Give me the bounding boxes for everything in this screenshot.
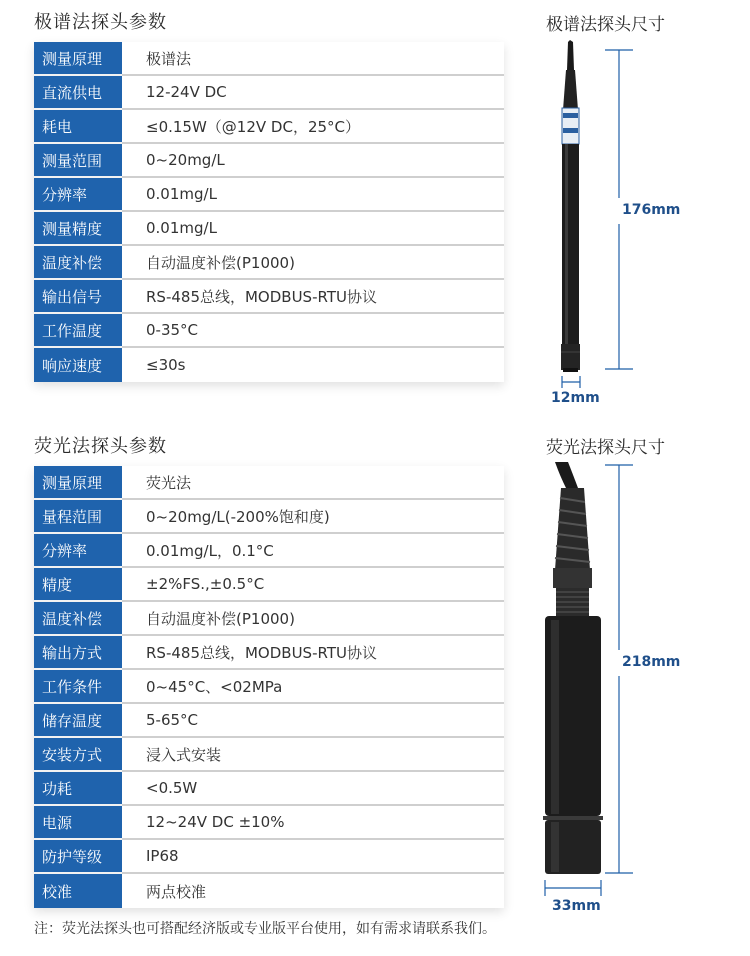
polarographic-spec-value: 0~20mg/L bbox=[122, 144, 504, 178]
polarographic-spec-key: 输出信号 bbox=[34, 280, 122, 314]
fluorescence-spec-key: 精度 bbox=[34, 568, 122, 602]
polarographic-spec-key: 测量原理 bbox=[34, 42, 122, 76]
fluorescence-spec-value: 0.01mg/L，0.1°C bbox=[122, 534, 504, 568]
fluorescence-spec-value: <0.5W bbox=[122, 772, 504, 806]
polarographic-spec-key: 分辨率 bbox=[34, 178, 122, 212]
fluorescence-spec-value: 12~24V DC ±10% bbox=[122, 806, 504, 840]
polarographic-spec-key: 工作温度 bbox=[34, 314, 122, 348]
polarographic-spec-value: ≤30s bbox=[122, 348, 504, 382]
fluorescence-spec-key: 安装方式 bbox=[34, 738, 122, 772]
fluorescence-spec-key: 测量原理 bbox=[34, 466, 122, 500]
polarographic-spec-key: 温度补偿 bbox=[34, 246, 122, 280]
fluorescence-spec-value: 0~20mg/L(-200%饱和度) bbox=[122, 500, 504, 534]
polarographic-spec-value: 0-35°C bbox=[122, 314, 504, 348]
fluorescence-spec-key: 工作条件 bbox=[34, 670, 122, 704]
polarographic-spec-value: 0.01mg/L bbox=[122, 178, 504, 212]
polarographic-spec-key: 响应速度 bbox=[34, 348, 122, 382]
fluorescence-spec-key: 电源 bbox=[34, 806, 122, 840]
polarographic-spec-key: 耗电 bbox=[34, 110, 122, 144]
fluorescence-spec-key: 防护等级 bbox=[34, 840, 122, 874]
fluorescence-spec-key: 功耗 bbox=[34, 772, 122, 806]
fluorescence-spec-value: 0~45°C、<02MPa bbox=[122, 670, 504, 704]
fluorescence-spec-key: 输出方式 bbox=[34, 636, 122, 670]
fluorescence-spec-key: 储存温度 bbox=[34, 704, 122, 738]
polarographic-spec-value: 12-24V DC bbox=[122, 76, 504, 110]
fluorescence-spec-value: 浸入式安装 bbox=[122, 738, 504, 772]
fluorescence-spec-key: 量程范围 bbox=[34, 500, 122, 534]
fluorescence-spec-value: ±2%FS.,±0.5°C bbox=[122, 568, 504, 602]
polarographic-length-label: 176mm bbox=[622, 202, 681, 218]
fluorescence-spec-key: 温度补偿 bbox=[34, 602, 122, 636]
polarographic-spec-value: 自动温度补偿(P1000) bbox=[122, 246, 504, 280]
polarographic-dim-title: 极谱法探头尺寸 bbox=[546, 15, 665, 35]
fluorescence-length-label: 218mm bbox=[622, 654, 681, 670]
fluorescence-dim-title: 荧光法探头尺寸 bbox=[546, 438, 665, 458]
fluorescence-spec-value: IP68 bbox=[122, 840, 504, 874]
polarographic-spec-value: 极谱法 bbox=[122, 42, 504, 76]
footnote: 注：荧光法探头也可搭配经济版或专业版平台使用，如有需求请联系我们。 bbox=[34, 921, 496, 937]
fluorescence-probe-image bbox=[543, 462, 603, 874]
fluorescence-spec-key: 校准 bbox=[34, 874, 122, 908]
polarographic-spec-value: ≤0.15W（@12V DC，25°C） bbox=[122, 110, 504, 144]
polarographic-probe-image bbox=[561, 40, 580, 372]
fluorescence-spec-value: RS-485总线，MODBUS-RTU协议 bbox=[122, 636, 504, 670]
polarographic-spec-key: 直流供电 bbox=[34, 76, 122, 110]
fluorescence-spec-value: 两点校准 bbox=[122, 874, 504, 908]
polarographic-spec-value: 0.01mg/L bbox=[122, 212, 504, 246]
polarographic-spec-key: 测量范围 bbox=[34, 144, 122, 178]
fluorescence-spec-value: 自动温度补偿(P1000) bbox=[122, 602, 504, 636]
polarographic-spec-key: 测量精度 bbox=[34, 212, 122, 246]
polarographic-section-title: 极谱法探头参数 bbox=[34, 12, 167, 33]
fluorescence-spec-key: 分辨率 bbox=[34, 534, 122, 568]
fluorescence-section-title: 荧光法探头参数 bbox=[34, 436, 167, 457]
polarographic-width-label: 12mm bbox=[551, 390, 600, 406]
fluorescence-spec-value: 荧光法 bbox=[122, 466, 504, 500]
polarographic-spec-value: RS-485总线，MODBUS-RTU协议 bbox=[122, 280, 504, 314]
fluorescence-spec-value: 5-65°C bbox=[122, 704, 504, 738]
fluorescence-width-label: 33mm bbox=[552, 898, 601, 914]
